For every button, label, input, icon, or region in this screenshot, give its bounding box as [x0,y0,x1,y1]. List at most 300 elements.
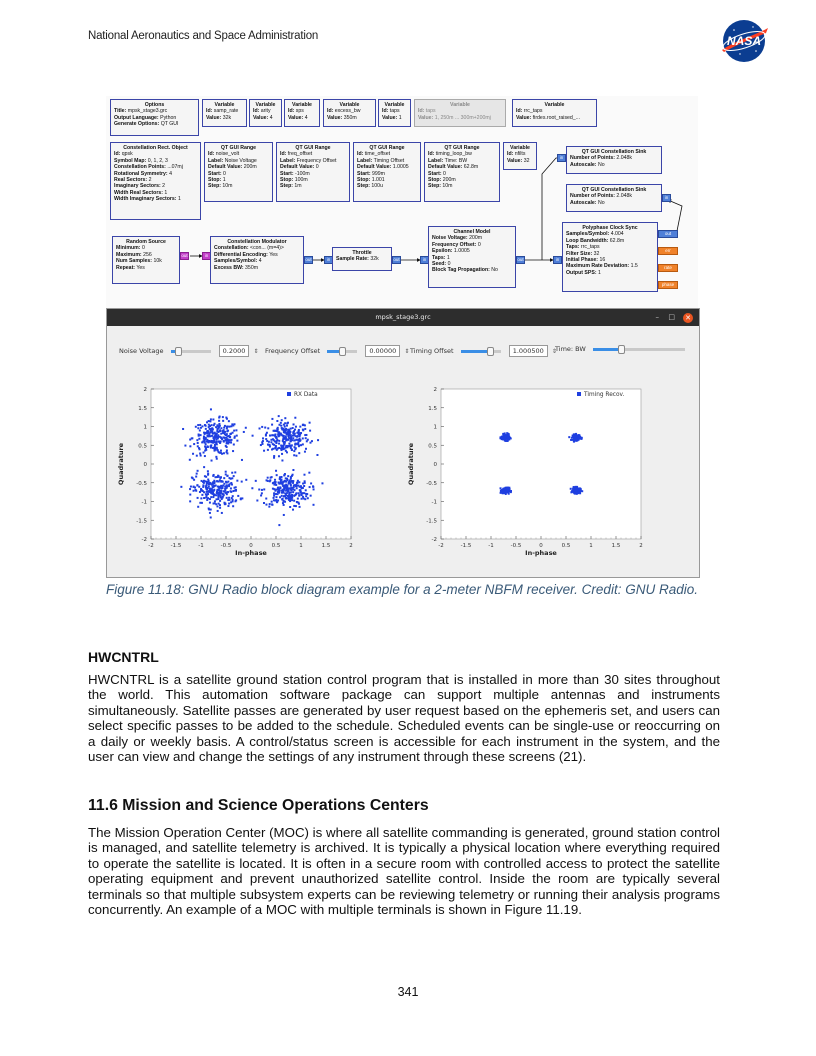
param-key: Label: [428,157,444,164]
param-value: taps [388,108,400,115]
block-range-freq[interactable] [276,142,350,202]
param-value: freq_offset [286,151,313,158]
data-point [209,420,211,422]
block-var-excess-bw[interactable] [323,99,376,127]
port-sink2-in[interactable]: in [662,194,671,202]
data-point [197,424,199,426]
data-point [256,500,258,502]
data-point [205,447,207,449]
data-point [212,447,214,449]
port-pfb-in[interactable]: in [553,256,562,264]
param-key: Output SPS: [566,269,597,276]
block-range-loop-bw[interactable] [424,142,500,202]
data-point [268,506,270,508]
param-key: Id: [382,108,389,115]
data-point [214,450,216,452]
block-param [432,267,512,273]
data-point [210,408,212,410]
data-point [189,445,191,447]
param-key: Start: [428,170,442,177]
data-point [281,453,283,455]
data-point [570,488,572,490]
data-point [206,499,208,501]
param-value: nfilts [513,151,526,158]
data-point [286,489,288,491]
data-point [275,481,277,483]
y-tick-label: -1 [141,499,147,506]
param-key: Value: [382,114,398,121]
data-point [213,489,215,491]
data-point [313,504,315,506]
scatter-svg [113,383,361,561]
data-point [273,495,275,497]
data-point [280,480,282,482]
param-value: ...07mj [165,164,183,171]
figure-gnuradio [106,96,698,578]
param-value: 32 [592,250,600,257]
data-point [281,445,283,447]
data-point [207,470,209,472]
param-value: rrc_taps [522,108,543,115]
data-point [222,493,224,495]
block-channel-model[interactable] [428,226,516,288]
block-param [327,115,372,121]
data-point [288,443,290,445]
data-point [206,491,208,493]
port-throttle-out[interactable]: out [393,257,400,262]
param-key: Seed: [432,261,447,268]
param-key: Label: [357,157,373,164]
data-point [203,482,205,484]
data-point [223,427,225,429]
spin-arrows-icon[interactable]: ⇕ [551,347,557,355]
port-pfb-out[interactable]: out [658,230,678,238]
spin-arrows-icon[interactable]: ⇕ [404,347,410,355]
control-frequency-offset [265,345,409,357]
data-point [290,483,292,485]
param-key: Id: [327,108,334,115]
data-point [220,433,222,435]
data-point [267,427,269,429]
param-key: Id: [253,108,260,115]
block-options[interactable] [110,99,199,136]
data-point [230,439,232,441]
data-point [219,436,221,438]
block-var-nfilts[interactable] [503,142,537,170]
param-key: Num Samples: [116,258,153,265]
param-value: 4 [268,114,273,121]
param-value: firdes.root_raised_... [531,114,581,121]
data-point [295,426,297,428]
block-title: Options [144,102,165,108]
data-point [203,466,205,468]
param-value: Timing Offset [372,157,405,164]
data-point [223,436,225,438]
data-point [218,423,220,425]
data-point [299,439,301,441]
data-point [573,440,575,442]
data-point [226,497,228,499]
param-key: Filter Size: [566,250,593,257]
data-point [226,428,228,430]
data-point [182,428,184,430]
param-key: Stop: [357,177,371,184]
spin-arrows-icon[interactable]: ⇕ [253,347,259,355]
port-channel-in[interactable]: in [420,256,429,264]
data-point [197,506,199,508]
data-point [202,440,204,442]
param-key: Constellation Points: [114,164,166,171]
data-point [283,504,285,506]
data-point [270,441,272,443]
data-point [241,459,243,461]
data-point [287,497,289,499]
port-throttle-in[interactable]: in [324,256,333,264]
data-point [267,477,269,479]
data-point [251,487,253,489]
data-point [296,501,298,503]
data-point [224,490,226,492]
y-tick-label: -1.5 [426,518,437,525]
data-point [309,422,311,424]
block-title: QT GUI Range [369,145,405,151]
param-key: Id: [516,108,523,115]
block-title: Variable [544,102,565,108]
minimize-button[interactable]: – [655,313,659,321]
data-point [273,457,275,459]
param-key: Noise Voltage: [432,235,468,242]
frequency-offset-spinbox[interactable]: 0.00000 [365,345,400,357]
data-point [235,486,237,488]
data-point [217,436,219,438]
data-point [302,424,304,426]
data-point [198,433,200,435]
data-point [216,449,218,451]
param-value: QT GUI [159,121,179,128]
data-point [278,524,280,526]
data-point [236,435,238,437]
x-tick-label: -1 [198,543,204,549]
heading-section-11-6: 11.6 Mission and Science Operations Centers [88,797,429,814]
port-sink1-in[interactable]: in [557,154,566,162]
data-point [281,459,283,461]
data-point [273,493,275,495]
block-var-arity[interactable] [249,99,282,127]
data-point [226,430,228,432]
data-point [279,478,281,480]
data-point [280,422,282,424]
data-point [215,439,217,441]
data-point [268,444,270,446]
data-point [292,509,294,511]
x-axis-label: In-phase [525,549,557,557]
param-key: Initial Phase: [566,257,598,264]
block-param [280,183,346,189]
param-key: Default Value: [280,164,315,171]
data-point [207,493,209,495]
param-key: Start: [280,170,294,177]
data-point [282,502,284,504]
param-value: mpsk_stage3.grc [126,108,168,115]
block-param [288,115,316,121]
data-point [259,427,261,429]
data-point [278,415,280,417]
data-point [223,452,225,454]
port-pfb-err[interactable]: err [658,247,678,255]
block-constellation-modulator[interactable] [210,236,304,284]
data-point [281,427,283,429]
block-throttle[interactable] [332,247,392,271]
data-point [292,427,294,429]
block-range-noise[interactable] [204,142,273,202]
block-polyphase-clock-sync[interactable] [562,222,658,292]
data-point [211,484,213,486]
plot-rx-data [113,383,361,561]
block-title: Random Source [126,239,166,245]
data-point [225,471,227,473]
timing-offset-slider[interactable] [461,350,501,353]
param-key: Id: [418,108,425,115]
param-key: Taps: [566,244,580,251]
data-point [217,489,219,491]
param-key: Excess BW: [214,264,244,271]
data-point [310,482,312,484]
data-point [302,443,304,445]
block-var-sps[interactable] [284,99,320,127]
frequency-offset-slider[interactable] [327,350,357,353]
data-point [199,429,201,431]
data-point [579,492,581,494]
port-modulator-in[interactable]: in [202,252,211,260]
param-key: Step: [357,183,370,190]
data-point [228,426,230,428]
data-point [313,488,315,490]
data-point [226,449,228,451]
param-value: 10k [152,258,162,265]
param-key: Number of Points: [570,193,615,200]
data-point [189,494,191,496]
data-point [216,428,218,430]
data-point [240,498,242,500]
data-point [210,418,212,420]
data-point [202,486,204,488]
data-point [219,416,221,418]
param-key: Epsilon: [432,248,453,255]
param-value: 1.001 [370,177,385,184]
data-point [202,490,204,492]
param-value: 1.0005 [452,248,470,255]
data-point [209,482,211,484]
param-value: 1 [397,114,402,121]
data-point [275,489,277,491]
data-point [228,420,230,422]
data-point [269,435,271,437]
data-point [196,439,198,441]
noise-voltage-slider[interactable] [171,350,211,353]
data-point [218,431,220,433]
data-point [292,491,294,493]
data-point [252,435,254,437]
data-point [206,431,208,433]
y-tick-label: 1 [433,424,437,431]
data-point [224,425,226,427]
port-modulator-out[interactable]: out [305,257,312,262]
block-constellation-sink-2[interactable] [566,184,662,212]
data-point [301,487,303,489]
param-value: -100m [293,170,310,177]
data-point [219,500,221,502]
data-point [211,430,213,432]
block-param [382,115,407,121]
param-value: 0 [314,164,319,171]
param-value: Yes [267,251,278,258]
port-pfb-phase[interactable]: phase [658,281,678,289]
param-key: Frequency Offset: [432,241,477,248]
block-range-time[interactable] [353,142,421,202]
data-point [219,477,221,479]
data-point [297,480,299,482]
data-point [292,488,294,490]
data-point [215,442,217,444]
data-point [292,469,294,471]
data-point [223,483,225,485]
data-point [243,431,245,433]
data-point [208,507,210,509]
param-value: No [596,199,605,206]
data-point [306,440,308,442]
param-key: Loop Bandwidth: [566,237,609,244]
data-point [189,439,191,441]
data-point [295,492,297,494]
data-point [210,516,212,518]
data-point [189,500,191,502]
data-point [216,480,218,482]
data-point [277,487,279,489]
data-point [199,452,201,454]
param-key: Id: [288,108,295,115]
block-var-rrc-taps[interactable] [512,99,597,127]
data-point [209,502,211,504]
data-point [274,434,276,436]
data-point [192,453,194,455]
data-point [213,502,215,504]
page-number: 341 [397,985,419,999]
data-point [221,512,223,514]
noise-voltage-spinbox[interactable]: 0.2000 [219,345,250,357]
data-point [226,426,228,428]
close-button[interactable]: ✕ [683,313,693,323]
param-value: 350m [243,264,259,271]
data-point [272,488,274,490]
data-point [304,480,306,482]
data-point [263,488,265,490]
param-value: time_offset [363,151,391,158]
param-key: Value: [288,114,304,121]
y-tick-label: 0 [143,462,147,468]
param-key: Label: [208,157,224,164]
block-var-taps[interactable] [378,99,411,127]
data-point [571,437,573,439]
param-value: 200m [441,177,456,184]
block-param [507,158,533,164]
block-var-samp-rate[interactable] [202,99,247,127]
data-point [232,495,234,497]
block-param [566,270,654,276]
data-point [280,482,282,484]
data-point [210,447,212,449]
data-point [284,473,286,475]
data-point [234,490,236,492]
data-point [237,495,239,497]
port-channel-out[interactable]: out [517,257,524,262]
data-point [245,479,247,481]
data-point [217,496,219,498]
data-point [203,452,205,454]
param-key: Symbol Map: [114,157,147,164]
data-point [205,476,207,478]
param-value: Time: BW [443,157,468,164]
block-param [114,196,197,202]
data-point [226,486,228,488]
data-point [261,489,263,491]
x-tick-label: 1.5 [321,543,331,549]
param-value: qpsk [120,151,133,158]
nasa-logo [716,16,772,66]
paragraph-hwcntrl: HWCNTRL is a satellite ground station control program that is installed in more than 30 sites throughout the world. This automation software package can support multiple antennas and instruments simultaneously. Satellite passes are generated by user request based on the ephemeris set, and users can select specific passes to be added to the schedule. Scheduled events can be single-use or reoccurring on a daily or weekly basis. A control/status screen is accessible for each instrument in the system, and the user can view and change the settings of any instrument through these screens (21). [88,672,720,765]
data-point [504,435,506,437]
x-tick-label: 1 [589,543,593,549]
block-param [336,256,388,262]
data-point [212,481,214,483]
data-point [204,438,206,440]
param-key: Maximum Rate Deviation: [566,263,630,270]
port-pfb-rate[interactable]: rate [658,264,678,272]
maximize-button[interactable]: □ [668,313,675,321]
data-point [287,475,289,477]
data-point [312,486,314,488]
port-random-out[interactable]: out [181,253,188,258]
data-point [575,436,577,438]
block-random-source[interactable] [112,236,180,284]
data-point [199,424,201,426]
block-title: Variable [292,102,312,108]
data-point [199,502,201,504]
control-noise-voltage [119,345,259,357]
y-tick-label: 2 [143,387,147,393]
data-point [292,482,294,484]
data-point [220,490,222,492]
data-point [215,484,217,486]
data-point [220,440,222,442]
data-point [278,490,280,492]
block-var-taps-disabled[interactable] [414,99,506,127]
time-bw-slider[interactable] [593,348,685,351]
block-param [357,183,417,189]
timing-offset-spinbox[interactable]: 1.000500 [509,345,548,357]
y-tick-label: -0.5 [426,480,437,487]
block-constellation-rect[interactable] [110,142,201,220]
data-point [222,485,224,487]
param-key: Value: [327,114,343,121]
block-constellation-sink-1[interactable] [566,146,662,174]
data-point [208,424,210,426]
param-key: Step: [280,183,293,190]
param-key: Label: [280,157,296,164]
data-point [226,452,228,454]
param-key: Stop: [208,177,222,184]
param-value: 10m [440,183,453,190]
y-tick-label: 0.5 [138,443,147,450]
